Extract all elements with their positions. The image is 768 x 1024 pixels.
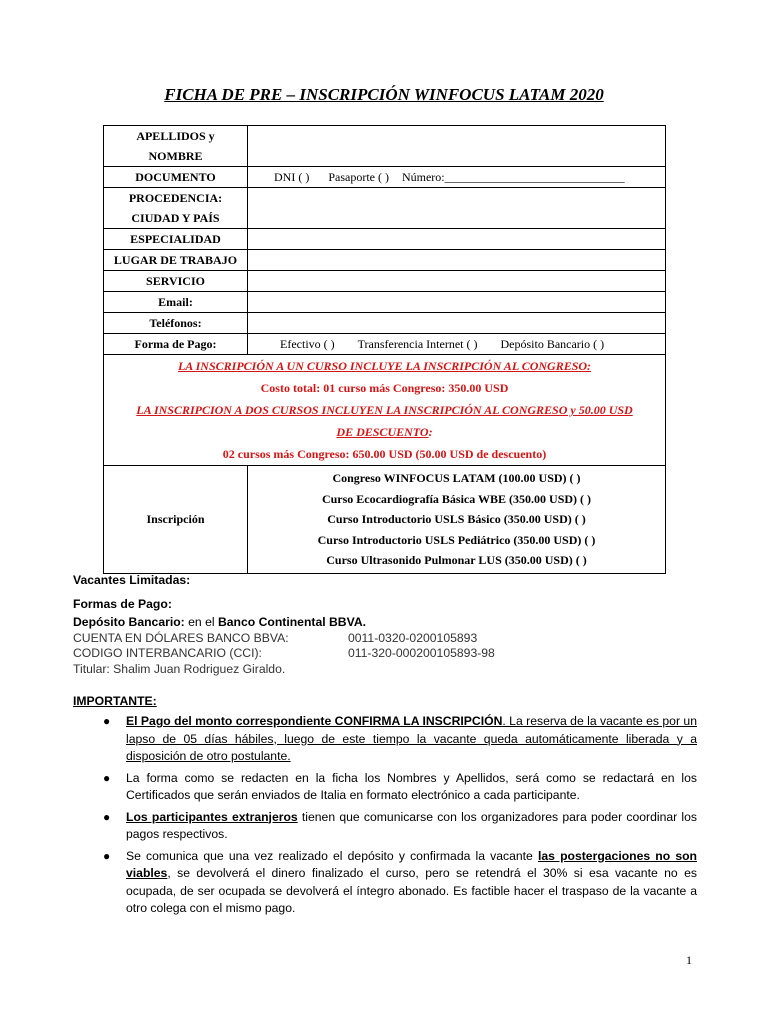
list-item xyxy=(73,713,697,766)
titular-line: Titular: Shalim Juan Rodriguez Giraldo. xyxy=(73,661,286,676)
promo-line-3b-wrap xyxy=(108,421,661,443)
forma-pago-label: Forma de Pago: xyxy=(104,334,248,355)
procedencia-field[interactable] xyxy=(248,188,666,229)
dni-option[interactable]: DNI ( ) xyxy=(274,170,310,184)
option-curso-usls-basico[interactable]: Curso Introductorio USLS Básico (350.00 USD) ( ) xyxy=(327,512,586,526)
lugar-trabajo-label: LUGAR DE TRABAJO xyxy=(104,250,248,271)
b1-rest: . La reserva de la vacante es por un lapso de 05 días hábiles, luego de este tiempo la vacante queda automáticamente liberada y a disposición de otro postulante. xyxy=(126,714,697,763)
procedencia-label: PROCEDENCIA: CIUDAD Y PAÍS xyxy=(104,188,248,229)
b4-a: Se comunica que una vez realizado el depósito y confirmada la vacante xyxy=(126,848,538,863)
b3-bold: Los participantes extranjeros xyxy=(126,809,298,824)
registration-form xyxy=(103,125,666,574)
bullet-icon: ● xyxy=(103,809,111,824)
cuenta-line xyxy=(73,631,697,647)
servicio-field[interactable] xyxy=(248,271,666,292)
bullet-icon: ● xyxy=(103,848,111,863)
importante-text: IMPORTANTE: xyxy=(73,694,157,708)
promo-line-2: Costo total: 01 curso más Congreso: 350.00 USD xyxy=(260,381,509,395)
promo-line-3b: DE DESCUENTO xyxy=(336,425,429,439)
formas-heading xyxy=(73,597,697,611)
b1-bold: El Pago del monto correspondiente CONFIRMA LA INSCRIPCIÓN xyxy=(126,714,503,728)
numero-field[interactable]: Número:______________________________ xyxy=(401,170,625,184)
email-field[interactable] xyxy=(248,292,666,313)
cci-line xyxy=(73,646,697,662)
promo-line-3b-colon: : xyxy=(428,425,433,439)
b3-rest: tienen que comunicarse con los organizadores para poder coordinar los pagos respectivos. xyxy=(126,809,697,841)
pago-efectivo-option[interactable]: Efectivo ( ) xyxy=(280,337,335,351)
email-label: Email: xyxy=(104,292,248,313)
bullet-icon: ● xyxy=(103,770,111,785)
lugar-trabajo-field[interactable] xyxy=(248,250,666,271)
option-congreso[interactable]: Congreso WINFOCUS LATAM (100.00 USD) ( ) xyxy=(332,471,581,485)
b2-text: La forma como se redacten en la ficha los Nombres y Apellidos, será como se redactará en los Certificados que serán enviados de Italia en formato electrónico a cada participante. xyxy=(126,770,697,802)
apellidos-label: APELLIDOS y NOMBRE xyxy=(104,126,248,167)
documento-field[interactable] xyxy=(248,167,666,188)
pasaporte-option[interactable]: Pasaporte ( ) xyxy=(328,170,389,184)
vacantes-heading xyxy=(73,573,697,587)
pago-deposito-option[interactable]: Depósito Bancario ( ) xyxy=(500,337,605,351)
importante-heading xyxy=(73,694,697,708)
forma-pago-field[interactable] xyxy=(248,334,666,355)
documento-label: DOCUMENTO xyxy=(104,167,248,188)
page-title: FICHA DE PRE – INSCRIPCIÓN WINFOCUS LATAM 2020 xyxy=(164,85,604,104)
promo-line-1: LA INSCRIPCIÓN A UN CURSO INCLUYE LA INSCRIPCIÓN AL CONGRESO: xyxy=(177,359,592,373)
servicio-label: SERVICIO xyxy=(104,271,248,292)
cuenta-label: CUENTA EN DÓLARES BANCO BBVA: xyxy=(73,630,289,645)
inscripcion-label: Inscripción xyxy=(104,466,248,574)
cuenta-valor: 0011-0320-0200105893 xyxy=(348,630,478,645)
importante-list xyxy=(73,713,697,922)
promo-line-4: 02 cursos más Congreso: 650.00 USD (50.00 USD de descuento) xyxy=(222,447,547,461)
promo-box xyxy=(104,355,666,466)
inscripcion-options xyxy=(248,466,666,574)
option-curso-wbe[interactable]: Curso Ecocardiografía Básica WBE (350.00 USD) ( ) xyxy=(321,491,592,506)
bank-info xyxy=(73,615,697,677)
bullet-icon: ● xyxy=(103,714,111,728)
deposito-label: Depósito Bancario: xyxy=(73,615,185,629)
apellidos-field[interactable] xyxy=(248,126,666,167)
cci-label: CODIGO INTERBANCARIO (CCI): xyxy=(73,646,262,660)
cci-valor: 011-320-000200105893-98 xyxy=(348,646,495,660)
deposito-line xyxy=(73,615,697,631)
telefonos-field[interactable] xyxy=(248,313,666,334)
option-curso-usls-pediatrico[interactable]: Curso Introductorio USLS Pediátrico (350.00 USD) ( ) xyxy=(317,532,596,547)
deposito-en: en el xyxy=(184,615,218,629)
especialidad-label: ESPECIALIDAD xyxy=(104,229,248,250)
banco-name: Banco Continental BBVA. xyxy=(217,615,367,629)
b4-bold: las postergaciones no son viables xyxy=(126,848,697,880)
telefonos-label: Teléfonos: xyxy=(104,313,248,334)
promo-line-3a: LA INSCRIPCION A DOS CURSOS INCLUYEN LA INSCRIPCIÓN AL CONGRESO y 50.00 USD xyxy=(136,403,633,417)
vacantes-text: Vacantes Limitadas: xyxy=(73,573,191,587)
pago-transferencia-option[interactable]: Transferencia Internet ( ) xyxy=(357,337,478,351)
page-number: 1 xyxy=(686,953,692,967)
especialidad-field[interactable] xyxy=(248,229,666,250)
formas-text: Formas de Pago: xyxy=(73,597,172,611)
list-item xyxy=(73,848,697,918)
list-item xyxy=(73,809,697,844)
b4-rest: , se devolverá el dinero finalizado el curso, pero se retendrá el 30% si esa vacante no es ocupada, de ser ocupada se devolverá el íntegro abonado. Es factible hacer el traspaso de la vacante a otro colega con el mismo pago. xyxy=(126,866,697,915)
option-curso-lus[interactable]: Curso Ultrasonido Pulmonar LUS (350.00 USD) ( ) xyxy=(326,553,587,567)
list-item xyxy=(73,770,697,805)
